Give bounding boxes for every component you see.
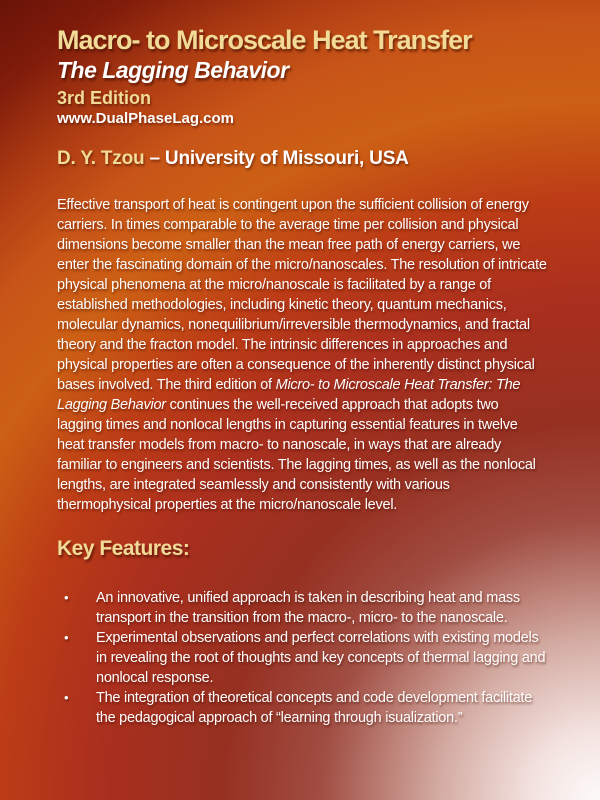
book-subtitle: The Lagging Behavior [57, 57, 289, 84]
page-title: Macro- to Microscale Heat Transfer [57, 25, 472, 55]
edition-label: 3rd Edition [57, 87, 151, 108]
feature-item [57, 588, 549, 628]
key-features-heading: Key Features: [57, 536, 190, 560]
feature-item [57, 688, 549, 728]
book-description [57, 195, 547, 515]
bullet-marker-icon: • [64, 629, 69, 645]
title-block [57, 26, 547, 127]
description-part1: Effective transport of heat is contingent upon the sufficient collision of energy carriers. In times comparable to the average time per collision and physical dimensions become smaller than the mean free path of energy carriers, we enter the fascinating domain of the micro/nanoscales. The resolution of intricate physical phenomena at the micro/nanoscale is facilitated by a range of established methodologies, including kinetic theory, quantum mechanics, molecular dynamics, nonequilibrium/irreversible thermodynamics, and fractal theory and the fracton model. The intrinsic differences in approaches and physical properties are often a consequence of the inherently distinct physical bases involved. The third edition of [57, 196, 547, 393]
feature-text: An innovative, unified approach is taken in describing heat and mass transport in the transition from the macro-, micro- to the nanoscale. [96, 589, 520, 626]
bullet-marker-icon: • [64, 589, 69, 605]
feature-item [57, 628, 549, 688]
website-url: www.DualPhaseLag.com [57, 109, 234, 127]
feature-text: Experimental observations and perfect correlations with existing models in revealing the root of thoughts and key concepts of thermal lagging and nonlocal response. [96, 629, 546, 686]
author-name: D. Y. Tzou [57, 147, 145, 169]
key-features-list [57, 588, 549, 728]
feature-text: The integration of theoretical concepts and code development facilitate the pedagogical approach of “learning through isualization.” [96, 689, 533, 726]
author-affiliation: – University of Missouri, USA [149, 147, 409, 169]
description-part2: continues the well-received approach that adopts two lagging times and nonlocal lengths in capturing essential features in twelve heat transfer models from macro- to nanoscale, in ways that are already familiar to engineers and scientists. The lagging times, as well as the nonlocal lengths, are integrated seamlessly and consistently with various thermophysical properties at the micro/nanoscale level. [57, 396, 536, 513]
author-line [57, 149, 547, 169]
bullet-marker-icon: • [64, 689, 69, 705]
book-title-inline-italic: Micro- to Microscale Heat Transfer: The Lagging Behavior [57, 376, 521, 413]
